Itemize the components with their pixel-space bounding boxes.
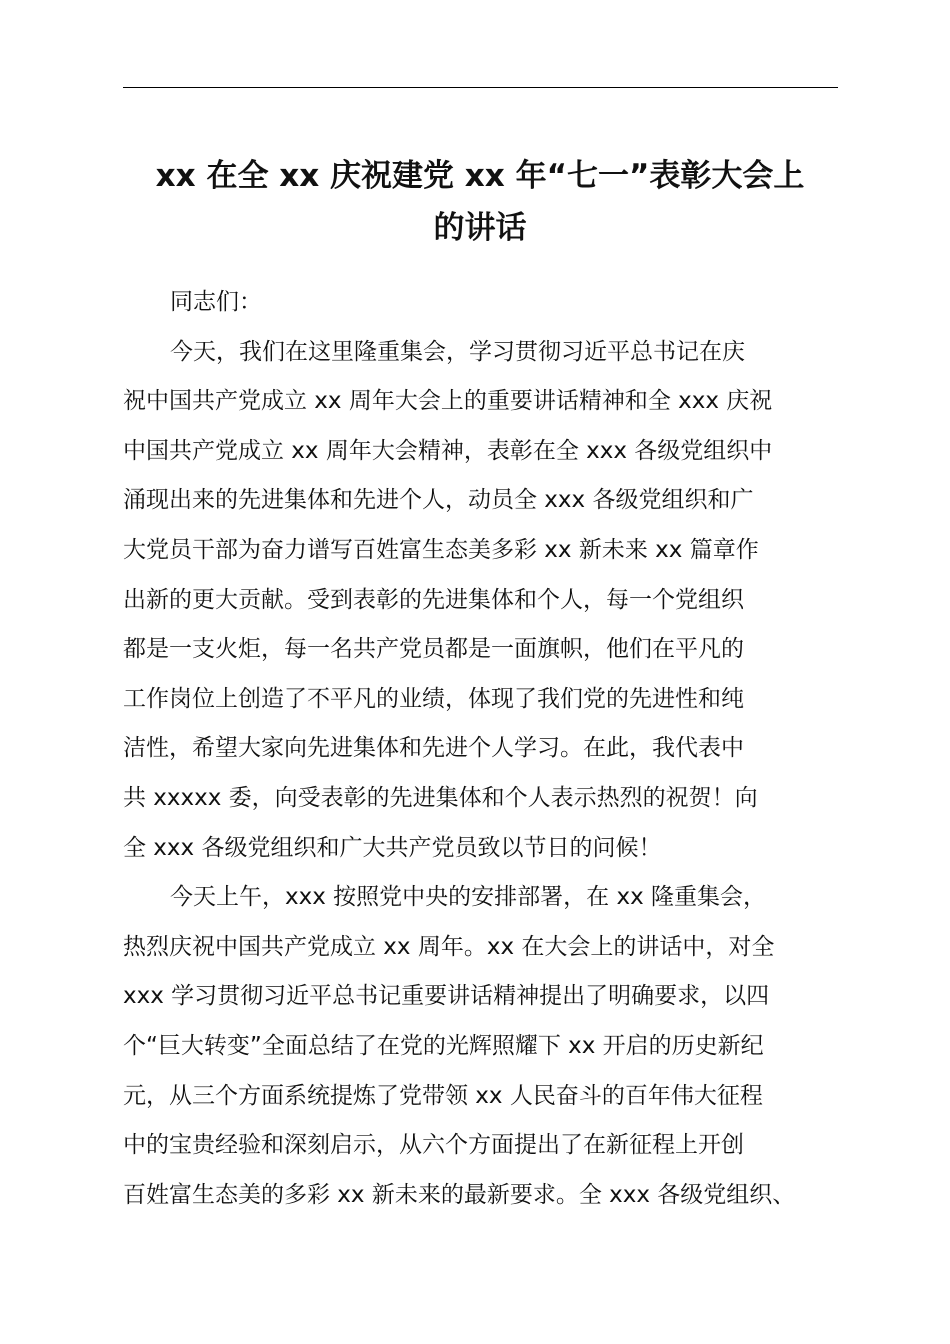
paragraph-line: 大党员干部为奋力谱写百姓富生态美多彩 xx 新未来 xx 篇章作 bbox=[123, 536, 759, 563]
paragraph-line: 个“巨大转变”全面总结了在党的光辉照耀下 xx 开启的历史新纪 bbox=[123, 1032, 764, 1059]
paragraph-line: 今天，我们在这里隆重集会，学习贯彻习近平总书记在庆 bbox=[170, 338, 745, 365]
salutation: 同志们： bbox=[170, 289, 262, 315]
paragraph-line: 共 xxxxx 委，向受表彰的先进集体和个人表示热烈的祝贺！向 bbox=[123, 784, 758, 811]
header-rule bbox=[123, 87, 838, 88]
paragraph-line: 中的宝贵经验和深刻启示，从六个方面提出了在新征程上开创 bbox=[123, 1132, 744, 1159]
document-title bbox=[110, 150, 850, 254]
paragraph-line: 中国共产党成立 xx 周年大会精神，表彰在全 xxx 各级党组织中 bbox=[123, 437, 773, 464]
paragraph-line: xxx 学习贯彻习近平总书记重要讲话精神提出了明确要求，以四 bbox=[123, 983, 770, 1010]
paragraph-2 bbox=[123, 873, 863, 1220]
document-body bbox=[123, 278, 863, 1220]
paragraph-line: 元，从三个方面系统提炼了党带领 xx 人民奋斗的百年伟大征程 bbox=[123, 1082, 763, 1109]
title-line-1: xx 在全 xx 庆祝建党 xx 年“七一”表彰大会上 bbox=[155, 158, 805, 194]
paragraph-line: 全 xxx 各级党组织和广大共产党员致以节日的问候！ bbox=[123, 834, 662, 861]
paragraph-line: 洁性，希望大家向先进集体和先进个人学习。在此，我代表中 bbox=[123, 735, 744, 762]
paragraph-line: 涌现出来的先进集体和先进个人，动员全 xxx 各级党组织和广 bbox=[123, 487, 754, 514]
paragraph-line: 今天上午，xxx 按照党中央的安排部署，在 xx 隆重集会， bbox=[170, 884, 766, 911]
paragraph-line: 祝中国共产党成立 xx 周年大会上的重要讲话精神和全 xxx 庆祝 bbox=[123, 388, 773, 415]
paragraph-line: 热烈庆祝中国共产党成立 xx 周年。xx 在大会上的讲话中，对全 bbox=[123, 933, 775, 960]
paragraph-1 bbox=[123, 328, 863, 874]
paragraph-line: 百姓富生态美的多彩 xx 新未来的最新要求。全 xxx 各级党组织、 bbox=[123, 1181, 796, 1208]
paragraph-line: 出新的更大贡献。受到表彰的先进集体和个人，每一个党组织 bbox=[123, 586, 744, 613]
paragraph-line: 都是一支火炬，每一名共产党员都是一面旗帜，他们在平凡的 bbox=[123, 636, 744, 663]
paragraph-line: 工作岗位上创造了不平凡的业绩，体现了我们党的先进性和纯 bbox=[123, 685, 744, 712]
title-line-2: 的讲话 bbox=[433, 210, 527, 246]
